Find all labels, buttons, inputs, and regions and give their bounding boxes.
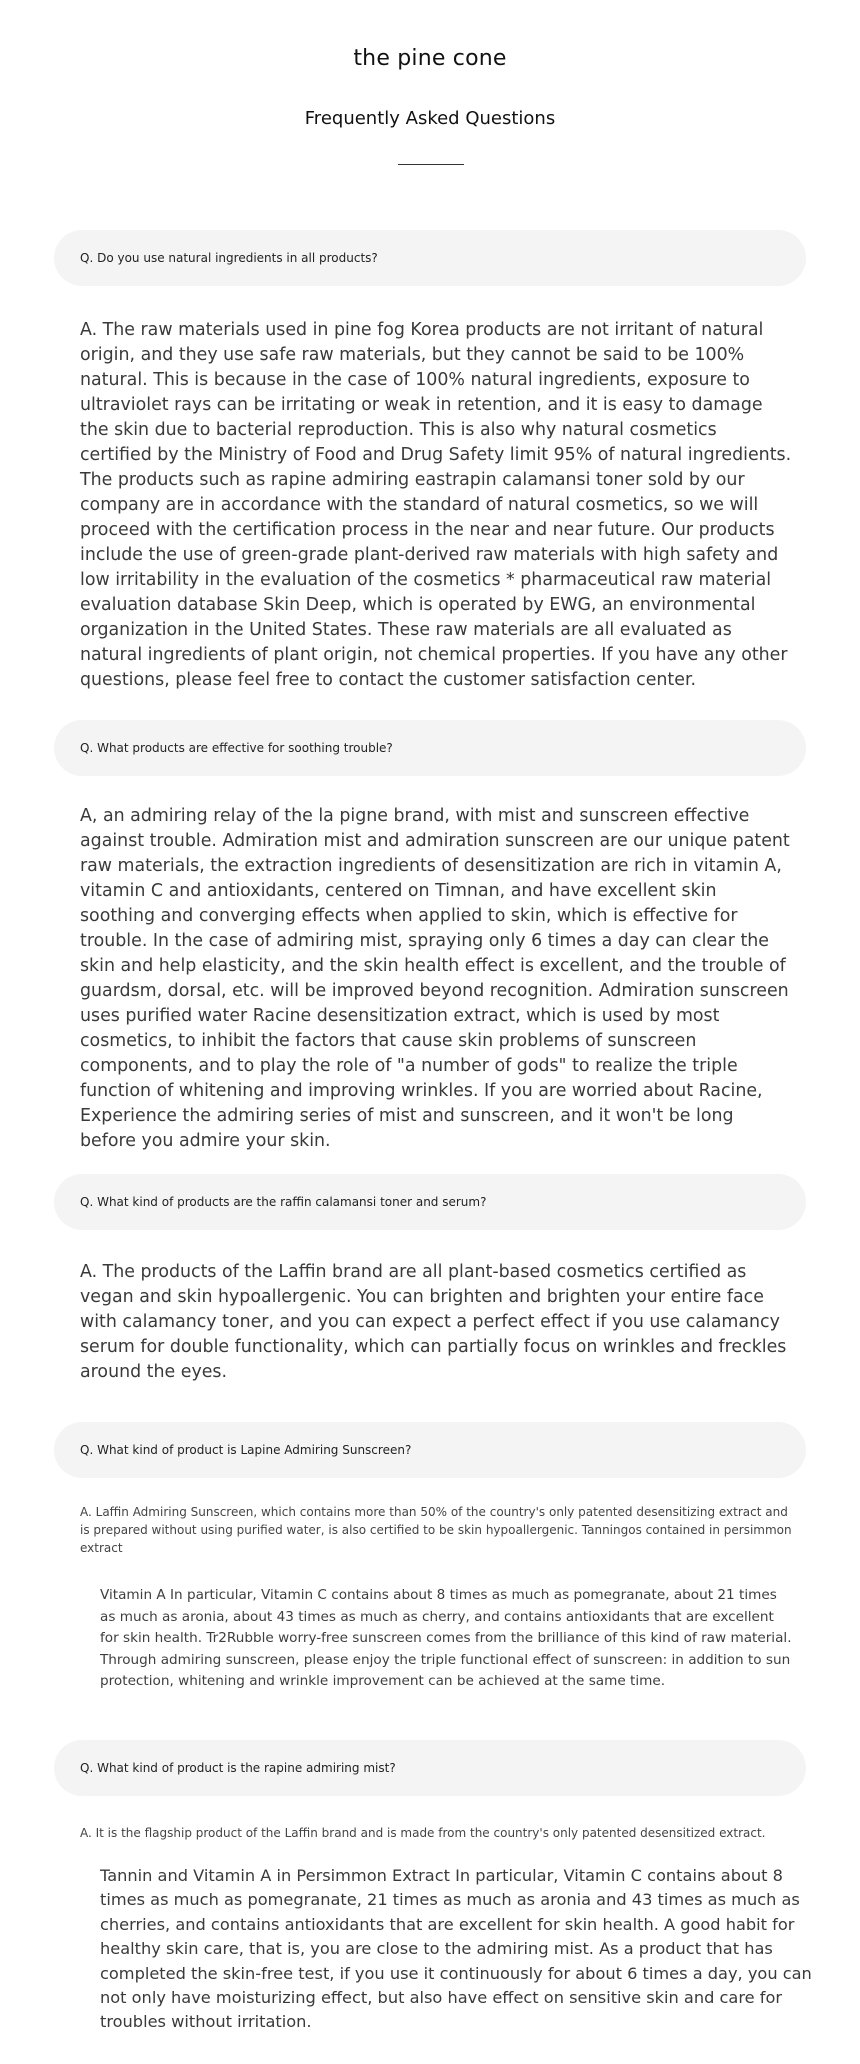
faq-answer-3: A. The products of the Laffin brand are all plant-based cosmetics certified as vegan and skin hypoallergenic. You can brighten and brighten your entire face with calamancy toner, and you can expect a perfect effect if you use calamancy serum for double functionality, which can partially focus on wrinkles and freckles around the eyes. [80,1262,787,1382]
faq-answer-1: A. The raw materials used in pine fog Korea products are not irritant of natural origin, and they use safe raw materials, but they cannot be said to be 100% natural. This is because in the case of 100% natural ingredients, exposure to ultraviolet rays can be irritating or weak in retention, and it is easy to damage the skin due to bacterial reproduction. This is also why natural cosmetics certified by the Ministry of Food and Drug Safety limit 95% of natural ingredients. The products such as rapine admiring eastrapin calamansi toner sold by our company are in accordance with the standard of natural cosmetics, so we will proceed with the certification process in the near and near future. Our products include the use of green-grade plant-derived raw materials with high safety and low irritability in the evaluation of the cosmetics * pharmaceutical raw material evaluation database Skin Deep, which is operated by EWG, an environmental organization in the United States. These raw materials are all evaluated as natural ingredients of plant origin, not chemical properties. If you have any other questions, please feel free to contact the customer satisfaction center. [80,320,792,690]
faq-answer-5-detail: Tannin and Vitamin A in Persimmon Extract In particular, Vitamin C contains about 8 times as much as pomegranate, 21 times as much as aronia and 43 times as much as cherries, and contains antioxidants that are excellent for skin health. A good habit for healthy skin care, that is, you are close to the admiring mist. As a product that has completed the skin-free test, if you use it continuously for about 6 times a day, you can not only have moisturizing effect, but also have effect on sensitive skin and care for troubles without irritation. [100,1866,812,2032]
faq-question-3-text: Q. What kind of products are the raffin calamansi toner and serum? [80,1195,487,1209]
faq-answer-4: A. Laffin Admiring Sunscreen, which contains more than 50% of the country's only patented desensitizing extract and is prepared without using purified water, is also certified to be skin hypoallergenic. Tanningos contained in persimmon extract [80,1505,792,1555]
faq-question-5[interactable] [54,1740,806,1796]
page-title: Frequently Asked Questions [304,108,556,129]
faq-question-5-text: Q. What kind of product is the rapine admiring mist? [80,1761,396,1775]
brand-logo[interactable]: the pine cone [353,46,507,71]
faq-answer-5: A. It is the flagship product of the Laffin brand and is made from the country's only patented desensitized extract. [80,1826,766,1840]
faq-question-1[interactable] [54,230,806,286]
faq-answer-4-detail: Vitamin A In particular, Vitamin C contains about 8 times as much as pomegranate, about 21 times as much as aronia, about 43 times as much as cherry, and contains antioxidants that are excellent for skin health. Tr2Rubble worry-free sunscreen comes from the brilliance of this kind of raw material. Through admiring sunscreen, please enjoy the triple functional effect of sunscreen: in addition to sun protection, whitening and wrinkle improvement can be achieved at the same time. [100,1587,792,1689]
faq-question-2-text: Q. What products are effective for soothing trouble? [80,741,393,755]
faq-question-1-text: Q. Do you use natural ingredients in all products? [80,251,378,265]
faq-question-4-text: Q. What kind of product is Lapine Admiring Sunscreen? [80,1443,412,1457]
title-divider [398,164,464,165]
faq-answer-2: A, an admiring relay of the la pigne brand, with mist and sunscreen effective against trouble. Admiration mist and admiration sunscreen are our unique patent raw materials, the extraction ingredients of desensitization are rich in vitamin A, vitamin C and antioxidants, centered on Timnan, and have excellent skin soothing and converging effects when applied to skin, which is effective for trouble. In the case of admiring mist, spraying only 6 times a day can clear the skin and help elasticity, and the skin health effect is excellent, and the trouble of guardsm, dorsal, etc. will be improved beyond recognition. Admiration sunscreen uses purified water Racine desensitization extract, which is used by most cosmetics, to inhibit the factors that cause skin problems of sunscreen components, and to play the role of "a number of gods" to realize the triple function of whitening and improving wrinkles. If you are worried about Racine, Experience the admiring series of mist and sunscreen, and it won't be long before you admire your skin. [80,806,790,1151]
faq-question-4[interactable] [54,1422,806,1478]
faq-question-3[interactable] [54,1174,806,1230]
faq-question-2[interactable] [54,720,806,776]
